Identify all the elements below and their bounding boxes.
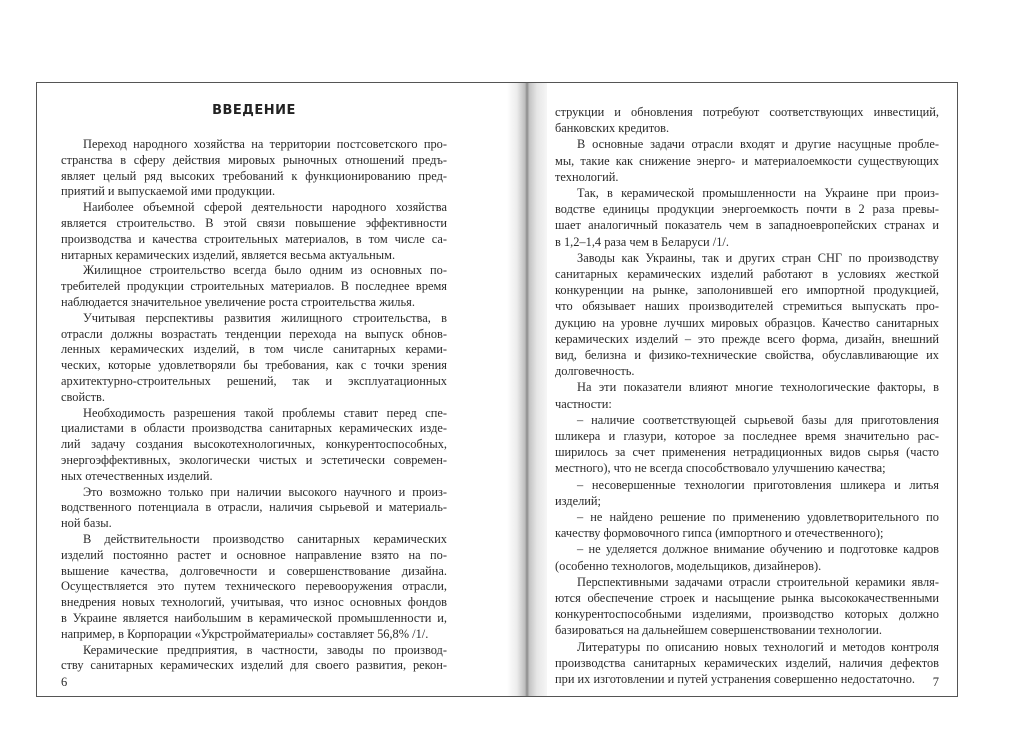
text-line: дукцию на уровне лучших мировых образцов. Качество санитарных — [555, 315, 939, 330]
text-line: лий задачу создания высокотехнологичных, конкурентоспособных, — [61, 437, 447, 452]
text-line: В действительности производство санитарных керамических — [83, 532, 447, 546]
page-number: 7 — [932, 675, 939, 689]
text-line: Литературы по описанию новых технологий и методов контроля — [577, 639, 939, 654]
book-spine-shadow — [507, 83, 547, 696]
chapter-title: ВВЕДЕНИЕ — [212, 103, 296, 118]
text-line: ленных керамических изделий, в том числе санитарных керами- — [61, 342, 447, 357]
text-line: долговечность. — [555, 364, 635, 379]
text-line: является строительство. В этой связи повышение эффективности — [61, 216, 447, 230]
text-line: ются обеспечение строек и насыщение рынка высококачественными — [555, 591, 939, 605]
text-line: странства в сферу действия мировых рыночных отношений предъ- — [61, 152, 447, 167]
right-page — [555, 83, 939, 696]
left-page — [61, 83, 447, 696]
text-line: керамических изделий – это прежде всего форма, дизайн, внешний — [555, 331, 939, 346]
text-line: Осуществляется это путем технического перевооружения отрасли, — [61, 579, 447, 594]
text-line: – не найдено решение по применению удовлетворительного по — [577, 510, 939, 524]
text-line: технологий. — [555, 169, 619, 184]
text-line: изделий; — [555, 493, 601, 508]
text-line: Жилищное строительство всегда было одним из основных по- — [83, 263, 447, 278]
text-line: Это возможно только при наличии высокого научного и произ- — [83, 484, 447, 499]
text-line: ширилось за счет применения нетрадиционных видов сырья (часто — [555, 445, 939, 460]
text-line: приятий и выпускаемой ими продукции. — [61, 184, 276, 199]
text-line: нитарных керамических изделий, является весьма актуальным. — [61, 247, 396, 262]
text-line: наблюдается значительное увеличение роста строительства жилья. — [61, 295, 415, 309]
text-line: Учитывая перспективы развития жилищного строительства, в — [83, 310, 447, 325]
text-line: водстве единицы продукции энергоемкость почти в 2 раза превы- — [555, 202, 939, 217]
text-line: шликера и глазури, которое за последнее время значительно рас- — [555, 429, 939, 443]
page-number: 6 — [61, 675, 68, 689]
text-line: конкуренции на рынке, заполонившей его импортной продукцией, — [555, 283, 939, 298]
text-line: циалистами в области производства санитарных керамических изде- — [61, 421, 447, 436]
text-line: Заводы как Украины, так и других стран СНГ по производству — [577, 250, 939, 265]
text-line: внедрения новых технологий, учитывая, что износ основных фондов — [61, 595, 447, 610]
text-line: Керамические предприятия, в частности, заводы по производ- — [83, 642, 447, 657]
text-line: (особенно технологов, модельщиков, дизайнеров). — [555, 558, 822, 573]
text-line: струкции и обновления потребуют соответствующих инвестиций, — [555, 105, 939, 119]
text-line: требителей продукции строительных материалов. В последнее время — [61, 279, 447, 294]
text-line: отрасли должны возрастать тенденции перехода на выпуск обнов- — [61, 326, 447, 341]
text-line: санитарных керамических изделий работают в условиях жесткой — [555, 267, 939, 281]
text-line: архитектурно-строительных решений, так и эксплуатационных — [61, 374, 447, 388]
text-line: местного), что не всегда способствовало улучшению качества; — [555, 461, 886, 476]
text-line: ческих, которые удовлетворяли бы требования, как с точки зрения — [61, 358, 447, 373]
text-line: ству санитарных керамических изделий для своего развития, рекон- — [61, 658, 447, 673]
text-line: в 1,2–1,4 раза чем в Беларуси /1/. — [555, 234, 729, 249]
text-line: качеству формовочного гипса (импортного и отечественного); — [555, 526, 884, 541]
text-line: изделий постоянно растет и основное направление взято на по- — [61, 547, 447, 562]
text-line: являет целый ряд высоких требований к функционированию пред- — [61, 168, 447, 183]
text-line: Так, в керамической промышленности на Украине при произ- — [577, 186, 939, 200]
text-line: Переход народного хозяйства на территории постсоветского про- — [83, 137, 447, 151]
text-line: базироваться на дальнейшем совершенствовании технологии. — [555, 623, 882, 638]
text-line: ных отечественных изделий. — [61, 468, 213, 483]
text-line: – несовершенные технологии приготовления шликера и литья — [577, 477, 939, 492]
book-spread — [36, 82, 958, 697]
text-line: – наличие соответствующей сырьевой базы для приготовления — [577, 412, 939, 427]
text-line: при их изготовлении и путей устранения совершенно недостаточно. — [555, 672, 916, 686]
text-line: энергоэффективных, экологически чистых и эстетически современ- — [61, 453, 447, 467]
text-line: Наиболее объемной сферой деятельности народного хозяйства — [83, 200, 447, 215]
text-line: В основные задачи отрасли входят и другие насущные пробле- — [577, 137, 939, 152]
text-line: Необходимость разрешения такой проблемы ставит перед спе- — [83, 405, 447, 420]
text-line: вид, белизна и физико-технические свойства, обуславливающие их — [555, 348, 939, 362]
text-line: ной базы. — [61, 516, 112, 531]
text-line: свойств. — [61, 389, 105, 404]
text-line: мы, такие как снижение энерго- и материалоемкости существующих — [555, 153, 939, 168]
text-line: вышение качества, долговечности и совершенствование дизайна. — [61, 563, 447, 578]
text-line: частности: — [555, 396, 612, 411]
text-line: водственного потенциала в отрасли, наличия сырьевой и материаль- — [61, 500, 447, 515]
text-line: производства санитарных керамических изделий, наличия дефектов — [555, 655, 939, 670]
text-line: в Украине является наибольшим в керамической промышленности и, — [61, 611, 447, 625]
text-line: банковских кредитов. — [555, 121, 670, 136]
text-line: Перспективными задачами отрасли строительной керамики явля- — [577, 574, 939, 589]
text-line: конкурентоспособными изделиями, производство которых должно — [555, 607, 939, 622]
text-line: На эти показатели влияют многие технологические факторы, в — [577, 380, 939, 395]
text-line: например, в Корпорации «Укрстройматериалы» составляет 56,8% /1/. — [61, 626, 429, 641]
text-line: производства и качества строительных материалов, в том числе са- — [61, 231, 447, 246]
text-line: что обязывает наших производителей стремиться выпускать про- — [555, 299, 939, 314]
text-line: – не уделяется должное внимание обучению и подготовке кадров — [577, 542, 939, 557]
text-line: шает аналогичный показатель чем в западноевропейских странах и — [555, 218, 939, 233]
